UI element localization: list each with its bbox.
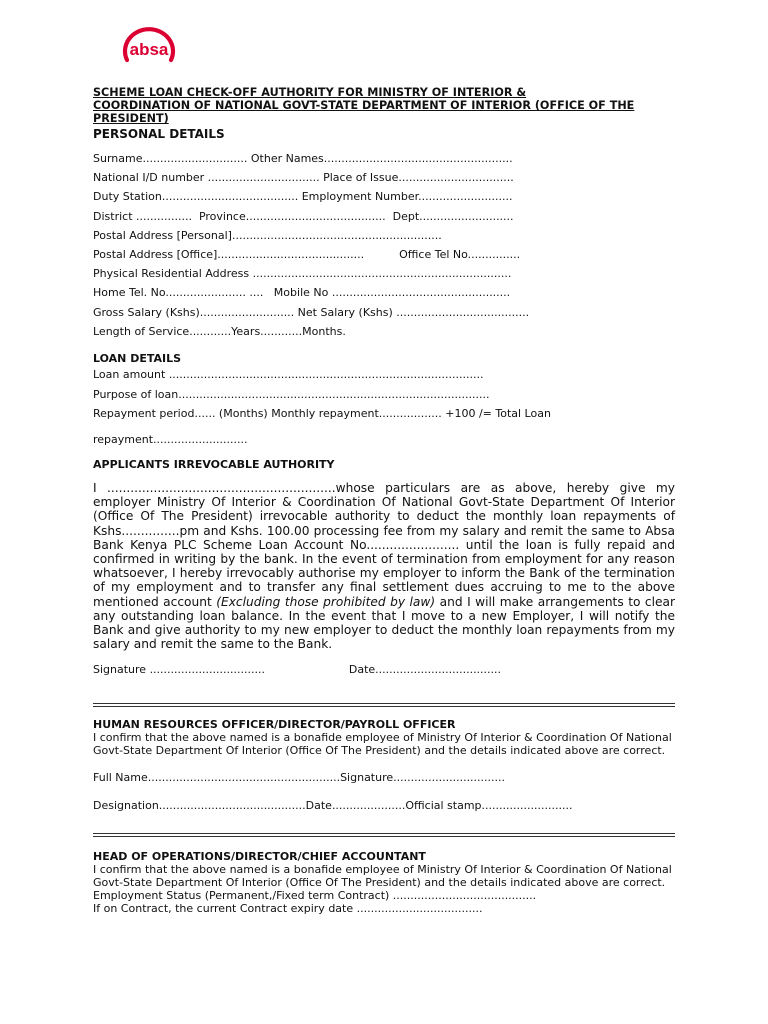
personal-details-heading: PERSONAL DETAILS	[93, 127, 225, 141]
hr-officer-heading: HUMAN RESOURCES OFFICER/DIRECTOR/PAYROLL OFFICER	[93, 718, 456, 731]
total-repayment-field[interactable]: repayment...........................	[93, 432, 248, 446]
head-of-operations-heading: HEAD OF OPERATIONS/DIRECTOR/CHIEF ACCOUNTANT	[93, 850, 426, 863]
authority-italic-text: (Excluding those prohibited by law)	[216, 594, 436, 609]
section-divider	[93, 833, 675, 837]
national-id-field[interactable]: National I/D number ................................ Place of Issue.................................	[93, 171, 514, 185]
head-confirmation-text: I confirm that the above named is a bonafide employee of Ministry Of Interior & Coordination Of National Govt-State Department Of Interior (Office Of The President) and the details indicated above are correct.	[93, 863, 672, 889]
absa-logo	[117, 26, 181, 72]
physical-address-field[interactable]: Physical Residential Address ..........................................................................	[93, 267, 512, 281]
repayment-period-field[interactable]: Repayment period...... (Months) Monthly repayment.................. +100 /= Total Loan	[93, 407, 551, 421]
personal-details-fields	[93, 149, 675, 341]
applicant-signature-date-field[interactable]: Signature ................................. Date....................................	[93, 663, 502, 677]
district-field[interactable]: District ................ Province........................................ Dept...........................	[93, 209, 514, 223]
authority-text	[93, 481, 675, 651]
section-divider	[93, 703, 675, 707]
form-title-line-1: SCHEME LOAN CHECK-OFF AUTHORITY FOR MINISTRY OF INTERIOR &	[93, 86, 527, 99]
hr-designation-date-stamp-field[interactable]: Designation..........................................Date.....................Official stamp..........................	[93, 799, 573, 812]
home-tel-field[interactable]: Home Tel. No....................... .... Mobile No ...................................................	[93, 286, 511, 300]
loan-amount-field[interactable]: Loan amount ..........................................................................................	[93, 368, 484, 382]
logo-text: absa	[129, 40, 169, 59]
salary-field[interactable]: Gross Salary (Kshs)........................... Net Salary (Kshs) ......................................	[93, 305, 530, 319]
authority-heading: APPLICANTS IRREVOCABLE AUTHORITY	[93, 458, 335, 472]
loan-details-fields	[93, 365, 675, 449]
contract-expiry-field[interactable]: If on Contract, the current Contract expiry date ....................................	[93, 902, 483, 915]
employment-status-field[interactable]: Employment Status (Permanent,/Fixed term Contract) .........................................	[93, 889, 537, 902]
duty-station-field[interactable]: Duty Station....................................... Employment Number...........................	[93, 190, 513, 204]
surname-field[interactable]: Surname.............................. Other Names......................................................	[93, 152, 513, 165]
postal-address-office-field[interactable]: Postal Address [Office].......................................... Office Tel No...............	[93, 248, 521, 262]
head-of-operations-section	[93, 850, 675, 915]
authority-text-part-2: and I will make arrangements to clear any outstanding loan balance. In the event that I move to a new Employer, I will notify the Bank and give authority to my new employer to deduct the monthly loan repayments from my salary and remit the same to the Bank.	[93, 594, 675, 652]
form-title-line-3: PRESIDENT)	[93, 112, 169, 125]
authority-text-part-1: I ...........................................................whose particulars are as above, hereby give my employer Ministry Of Interior & Coordination Of National Govt-State Department Of Interior (Office Of The President) irrevocable authority to deduct the monthly loan repayments of Kshs...............pm and Kshs. 100.00 processing fee from my salary and remit the same to Absa Bank Kenya PLC Scheme Loan Account No........................ until the loan is fully repaid and confirmed in writing by the bank. In the event of termination from employment for any reason whatsoever, I hereby irrevocably authorise my employer to inform the Bank of the termination of my employment and to transfer any final settlement dues accruing to me to the above mentioned account	[93, 481, 675, 609]
form-title-line-2: COORDINATION OF NATIONAL GOVT-STATE DEPARTMENT OF INTERIOR (OFFICE OF THE	[93, 99, 635, 112]
loan-details-heading: LOAN DETAILS	[93, 352, 182, 366]
form-page	[93, 86, 675, 677]
hr-confirmation-text: I confirm that the above named is a bonafide employee of Ministry Of Interior & Coordination Of National Govt-State Department Of Interior (Office Of The President) and the details indicated above are correct.	[93, 731, 672, 757]
hr-officer-section	[93, 718, 675, 813]
length-of-service-field[interactable]: Length of Service............Years............Months.	[93, 324, 346, 338]
hr-full-name-signature-field[interactable]: Full Name.......................................................Signature................................	[93, 771, 506, 784]
purpose-of-loan-field[interactable]: Purpose of loan.........................................................................................	[93, 387, 490, 401]
postal-address-personal-field[interactable]: Postal Address [Personal]............................................................	[93, 228, 442, 242]
